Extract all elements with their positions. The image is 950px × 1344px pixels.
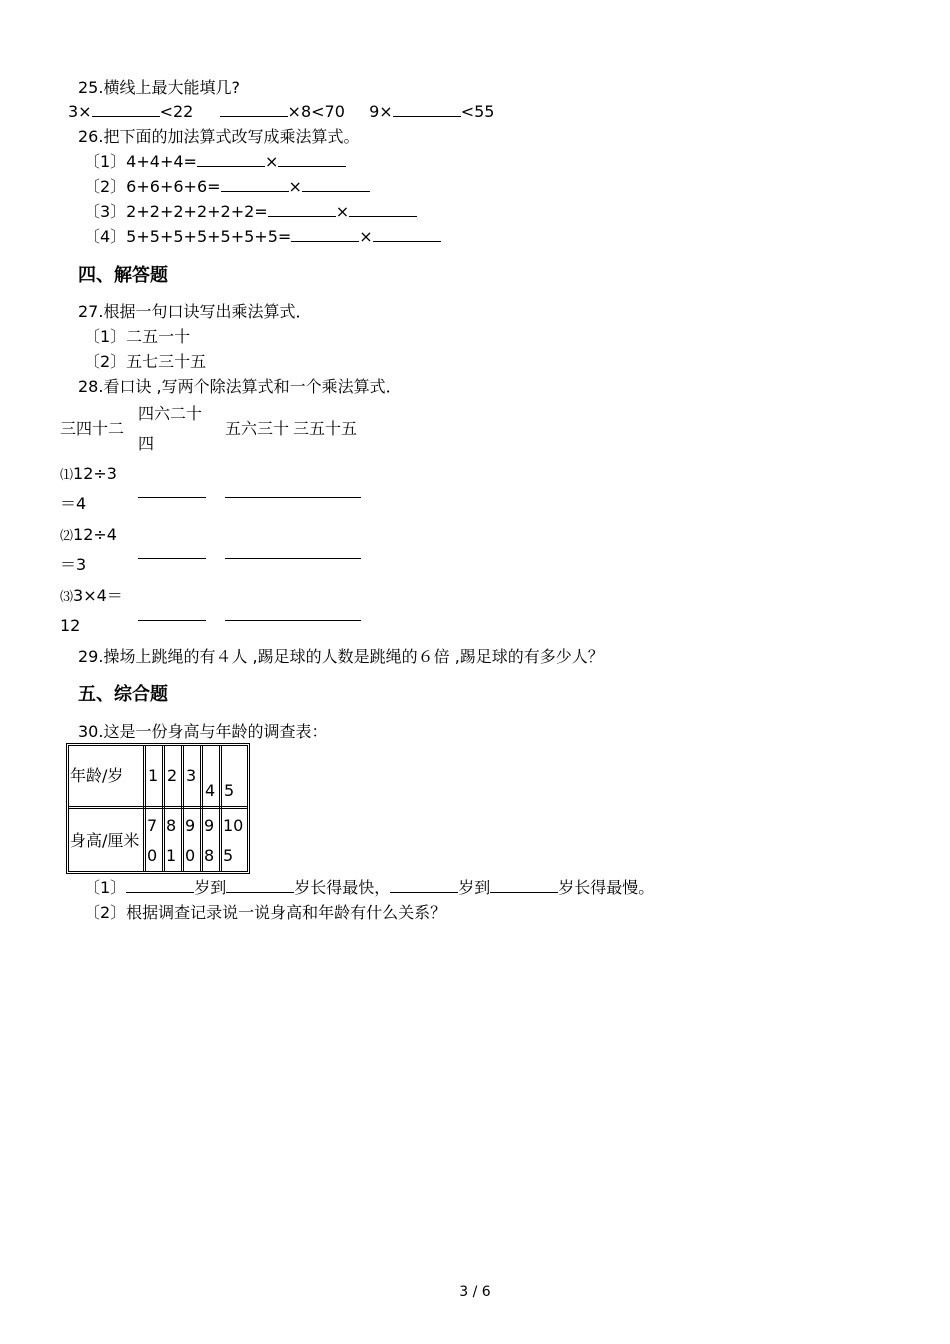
answer-blank[interactable] (126, 878, 194, 893)
q26-item-text: 〔4〕5+5+5+5+5+5+5= (84, 227, 292, 246)
q28-header-1: 三四十二 (60, 419, 125, 438)
answer-blank[interactable] (390, 878, 458, 893)
age-cell: 2 (167, 766, 178, 785)
q27-item-1: 〔1〕二五一十 (84, 327, 191, 346)
survey-table (66, 743, 250, 874)
times-sign: × (335, 202, 350, 221)
section-5-heading: 五、综合题 (78, 684, 168, 705)
times-sign: × (359, 227, 373, 246)
answer-blank[interactable] (225, 496, 293, 498)
answer-blank[interactable] (490, 878, 558, 893)
height-cell-top: 8 (166, 816, 177, 835)
answer-blank[interactable] (291, 227, 359, 242)
q25-title: 25.横线上最大能填几? (78, 78, 240, 97)
q25-p1-pre: 3× (68, 102, 92, 121)
equation: 3×4＝ (73, 586, 123, 605)
equation: 12÷3 (73, 464, 117, 483)
row-marker: ⑵ (60, 529, 74, 544)
q26-item-1 (84, 152, 346, 172)
row-marker: ⑴ (60, 468, 74, 483)
q27-title: 27.根据一句口诀写出乘法算式． (78, 302, 312, 321)
q26-item-3 (84, 202, 417, 222)
q28-row-1-line1 (60, 464, 117, 486)
answer-blank[interactable] (293, 619, 361, 621)
height-cell-top: 7 (147, 816, 158, 835)
age-cell: 4 (205, 781, 216, 800)
answer-blank[interactable] (197, 152, 265, 167)
answer-blank[interactable] (268, 202, 336, 217)
q28-header-4: 三五十五 (293, 419, 358, 438)
q26-item-4 (84, 227, 441, 247)
table-col-divider (162, 746, 165, 871)
table-col-divider (143, 746, 146, 871)
height-row-label: 身高/厘米 (70, 831, 140, 850)
q28-row-2-line2: ＝3 (60, 555, 87, 574)
q25-p3-pre: 9× (369, 102, 393, 121)
table-col-divider (200, 746, 203, 871)
height-cell-bottom: 1 (166, 846, 177, 865)
answer-blank[interactable] (92, 102, 160, 117)
answer-blank[interactable] (138, 557, 206, 559)
answer-blank[interactable] (220, 102, 288, 117)
height-cell-top: 9 (185, 816, 196, 835)
equation: 12÷4 (73, 525, 117, 544)
height-cell-top: 10 (223, 816, 244, 835)
answer-blank[interactable] (278, 152, 346, 167)
answer-blank[interactable] (293, 496, 361, 498)
answer-blank[interactable] (138, 619, 206, 621)
sub-text: 岁长得最慢。 (558, 878, 655, 897)
answer-blank[interactable] (393, 102, 461, 117)
answer-blank[interactable] (373, 227, 441, 242)
answer-blank[interactable] (221, 177, 289, 192)
times-sign: × (288, 177, 302, 196)
q25-p3-post: <55 (460, 102, 495, 121)
height-cell-bottom: 0 (185, 846, 196, 865)
section-4-heading: 四、解答题 (78, 265, 168, 286)
age-row-label: 年龄/岁 (70, 766, 124, 785)
answer-blank[interactable] (225, 619, 293, 621)
height-cell-top: 9 (204, 816, 215, 835)
answer-blank[interactable] (293, 557, 361, 559)
height-cell-bottom: 5 (223, 846, 234, 865)
q29-title: 29.操场上跳绳的有４人 ,踢足球的人数是跳绳的６倍 ,踢足球的有多少人？ (78, 647, 604, 666)
row-marker: ⑶ (60, 590, 74, 605)
sub-prefix: 〔1〕 (84, 878, 127, 897)
times-sign: × (264, 152, 279, 171)
q25-p2-post: ×8<70 (287, 102, 345, 121)
page-number: 3 / 6 (459, 1284, 491, 1300)
q26-title: 26.把下面的加法算式改写成乘法算式。 (78, 127, 360, 146)
q28-row-2-line1 (60, 525, 117, 547)
q27-item-2: 〔2〕五七三十五 (84, 352, 207, 371)
answer-blank[interactable] (225, 557, 293, 559)
q28-row-1-line2: ＝4 (60, 494, 87, 513)
q28-header-2-line2: 四 (138, 434, 155, 453)
age-cell: 5 (224, 781, 235, 800)
q30-title: 30.这是一份身高与年龄的调查表： (78, 722, 328, 741)
q28-row-3-line1 (60, 586, 123, 608)
table-col-divider (181, 746, 184, 871)
height-cell-bottom: 0 (147, 846, 158, 865)
q25-problems (68, 102, 494, 122)
q30-sub-1 (84, 878, 654, 898)
q28-header-3: 五六三十 (225, 419, 290, 438)
q30-sub-2: 〔2〕根据调查记录说一说身高和年龄有什么关系？ (84, 903, 447, 922)
q28-row-3-line2: 12 (60, 616, 81, 635)
sub-text: 岁到 (194, 878, 227, 897)
age-cell: 1 (148, 766, 159, 785)
answer-blank[interactable] (226, 878, 294, 893)
q28-header-2-line1: 四六二十 (138, 404, 203, 423)
q26-item-text: 〔3〕2+2+2+2+2+2= (84, 202, 268, 221)
age-cell: 3 (186, 766, 197, 785)
answer-blank[interactable] (302, 177, 370, 192)
q25-p1-post: <22 (159, 102, 194, 121)
answer-blank[interactable] (138, 496, 206, 498)
sub-text: 岁到 (458, 878, 491, 897)
q26-item-2 (84, 177, 370, 197)
table-col-divider (219, 746, 222, 871)
height-cell-bottom: 8 (204, 846, 215, 865)
q26-item-text: 〔1〕4+4+4= (84, 152, 197, 171)
sub-text: 岁长得最快， (294, 878, 391, 897)
q28-title: 28.看口诀 ,写两个除法算式和一个乘法算式． (78, 377, 402, 396)
answer-blank[interactable] (349, 202, 417, 217)
q26-item-text: 〔2〕6+6+6+6= (84, 177, 221, 196)
